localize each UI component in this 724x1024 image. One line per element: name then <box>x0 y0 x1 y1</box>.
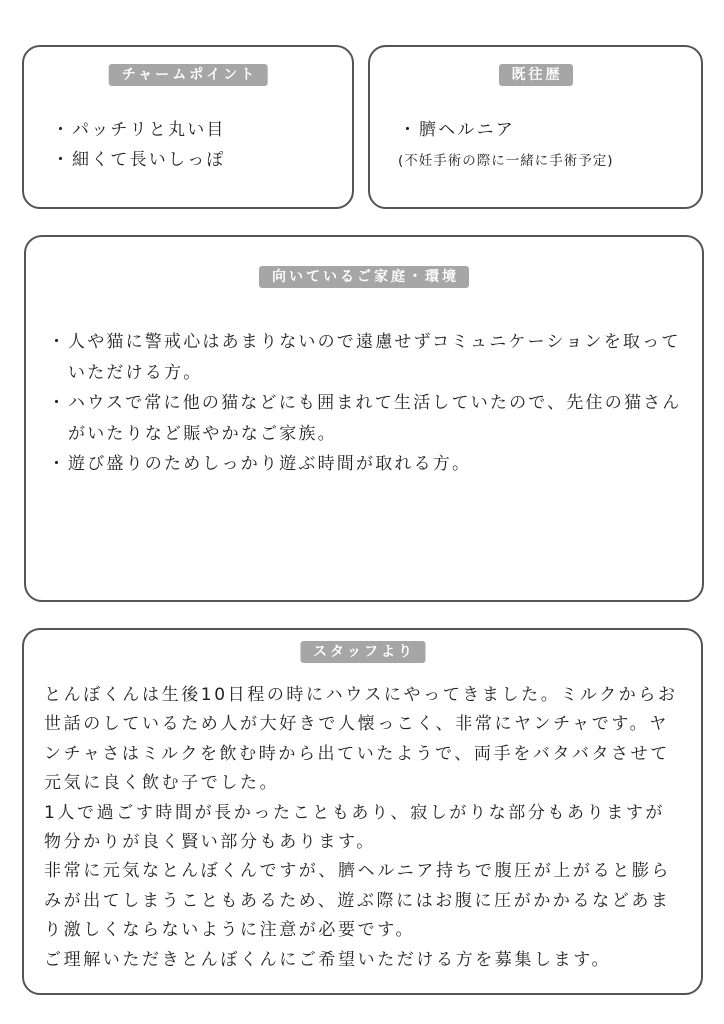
staff-message-box <box>22 628 703 995</box>
suitable-home-item: ・ ハウスで常に他の猫などにも囲まれて生活していたので、先住の猫さんがいたりなど賑やかなご家族。 <box>48 388 682 449</box>
medical-history-box <box>368 45 703 209</box>
medical-history-note: (不妊手術の際に一緒に手術予定) <box>398 153 614 169</box>
suitable-home-label: 向いているご家庭・環境 <box>259 266 469 288</box>
suitable-home-list <box>48 327 682 480</box>
suitable-home-item: ・ 人や猫に警戒心はあまりないので遠慮せずコミュニケーションを取っていただける方。 <box>48 327 682 388</box>
staff-message-paragraph: とんぼくんは生後10日程の時にハウスにやってきました。ミルクからお世話のしているため人が大好きで人懐っこく、非常にヤンチャです。ヤンチャさはミルクを飲む時から出ていたようで、両手をバタバタさせて元気に良く飲む子でした。 <box>44 685 678 794</box>
suitable-home-box <box>24 235 704 602</box>
charm-point-item: ・ 細くて長いしっぽ <box>52 145 226 175</box>
charm-point-list <box>52 115 226 175</box>
suitable-home-item: ・ 遊び盛りのためしっかり遊ぶ時間が取れる方。 <box>48 449 682 480</box>
staff-message-paragraph: ご理解いただきとんぼくんにご希望いただける方を募集します。 <box>44 949 612 970</box>
staff-message-label: スタッフより <box>300 641 425 663</box>
medical-history-item: ・ 臍ヘルニア <box>399 117 515 143</box>
staff-message-paragraph: 非常に元気なとんぼくんですが、臍ヘルニア持ちで腹圧が上がると膨らみが出てしまうこともあるため、遊ぶ際にはお腹に圧がかかるなどあまり激しくならないように注意が必要です。 <box>44 861 672 941</box>
staff-message-paragraph: 1人で過ごす時間が長かったこともあり、寂しがりな部分もありますが物分かりが良く賢い部分もあります。 <box>44 802 666 853</box>
charm-point-item: ・ パッチリと丸い目 <box>52 115 226 145</box>
charm-point-label: チャームポイント <box>109 64 268 86</box>
staff-message-body <box>44 681 684 975</box>
medical-history-list <box>399 117 515 143</box>
charm-point-box <box>22 45 354 209</box>
medical-history-label: 既往歴 <box>499 64 573 86</box>
